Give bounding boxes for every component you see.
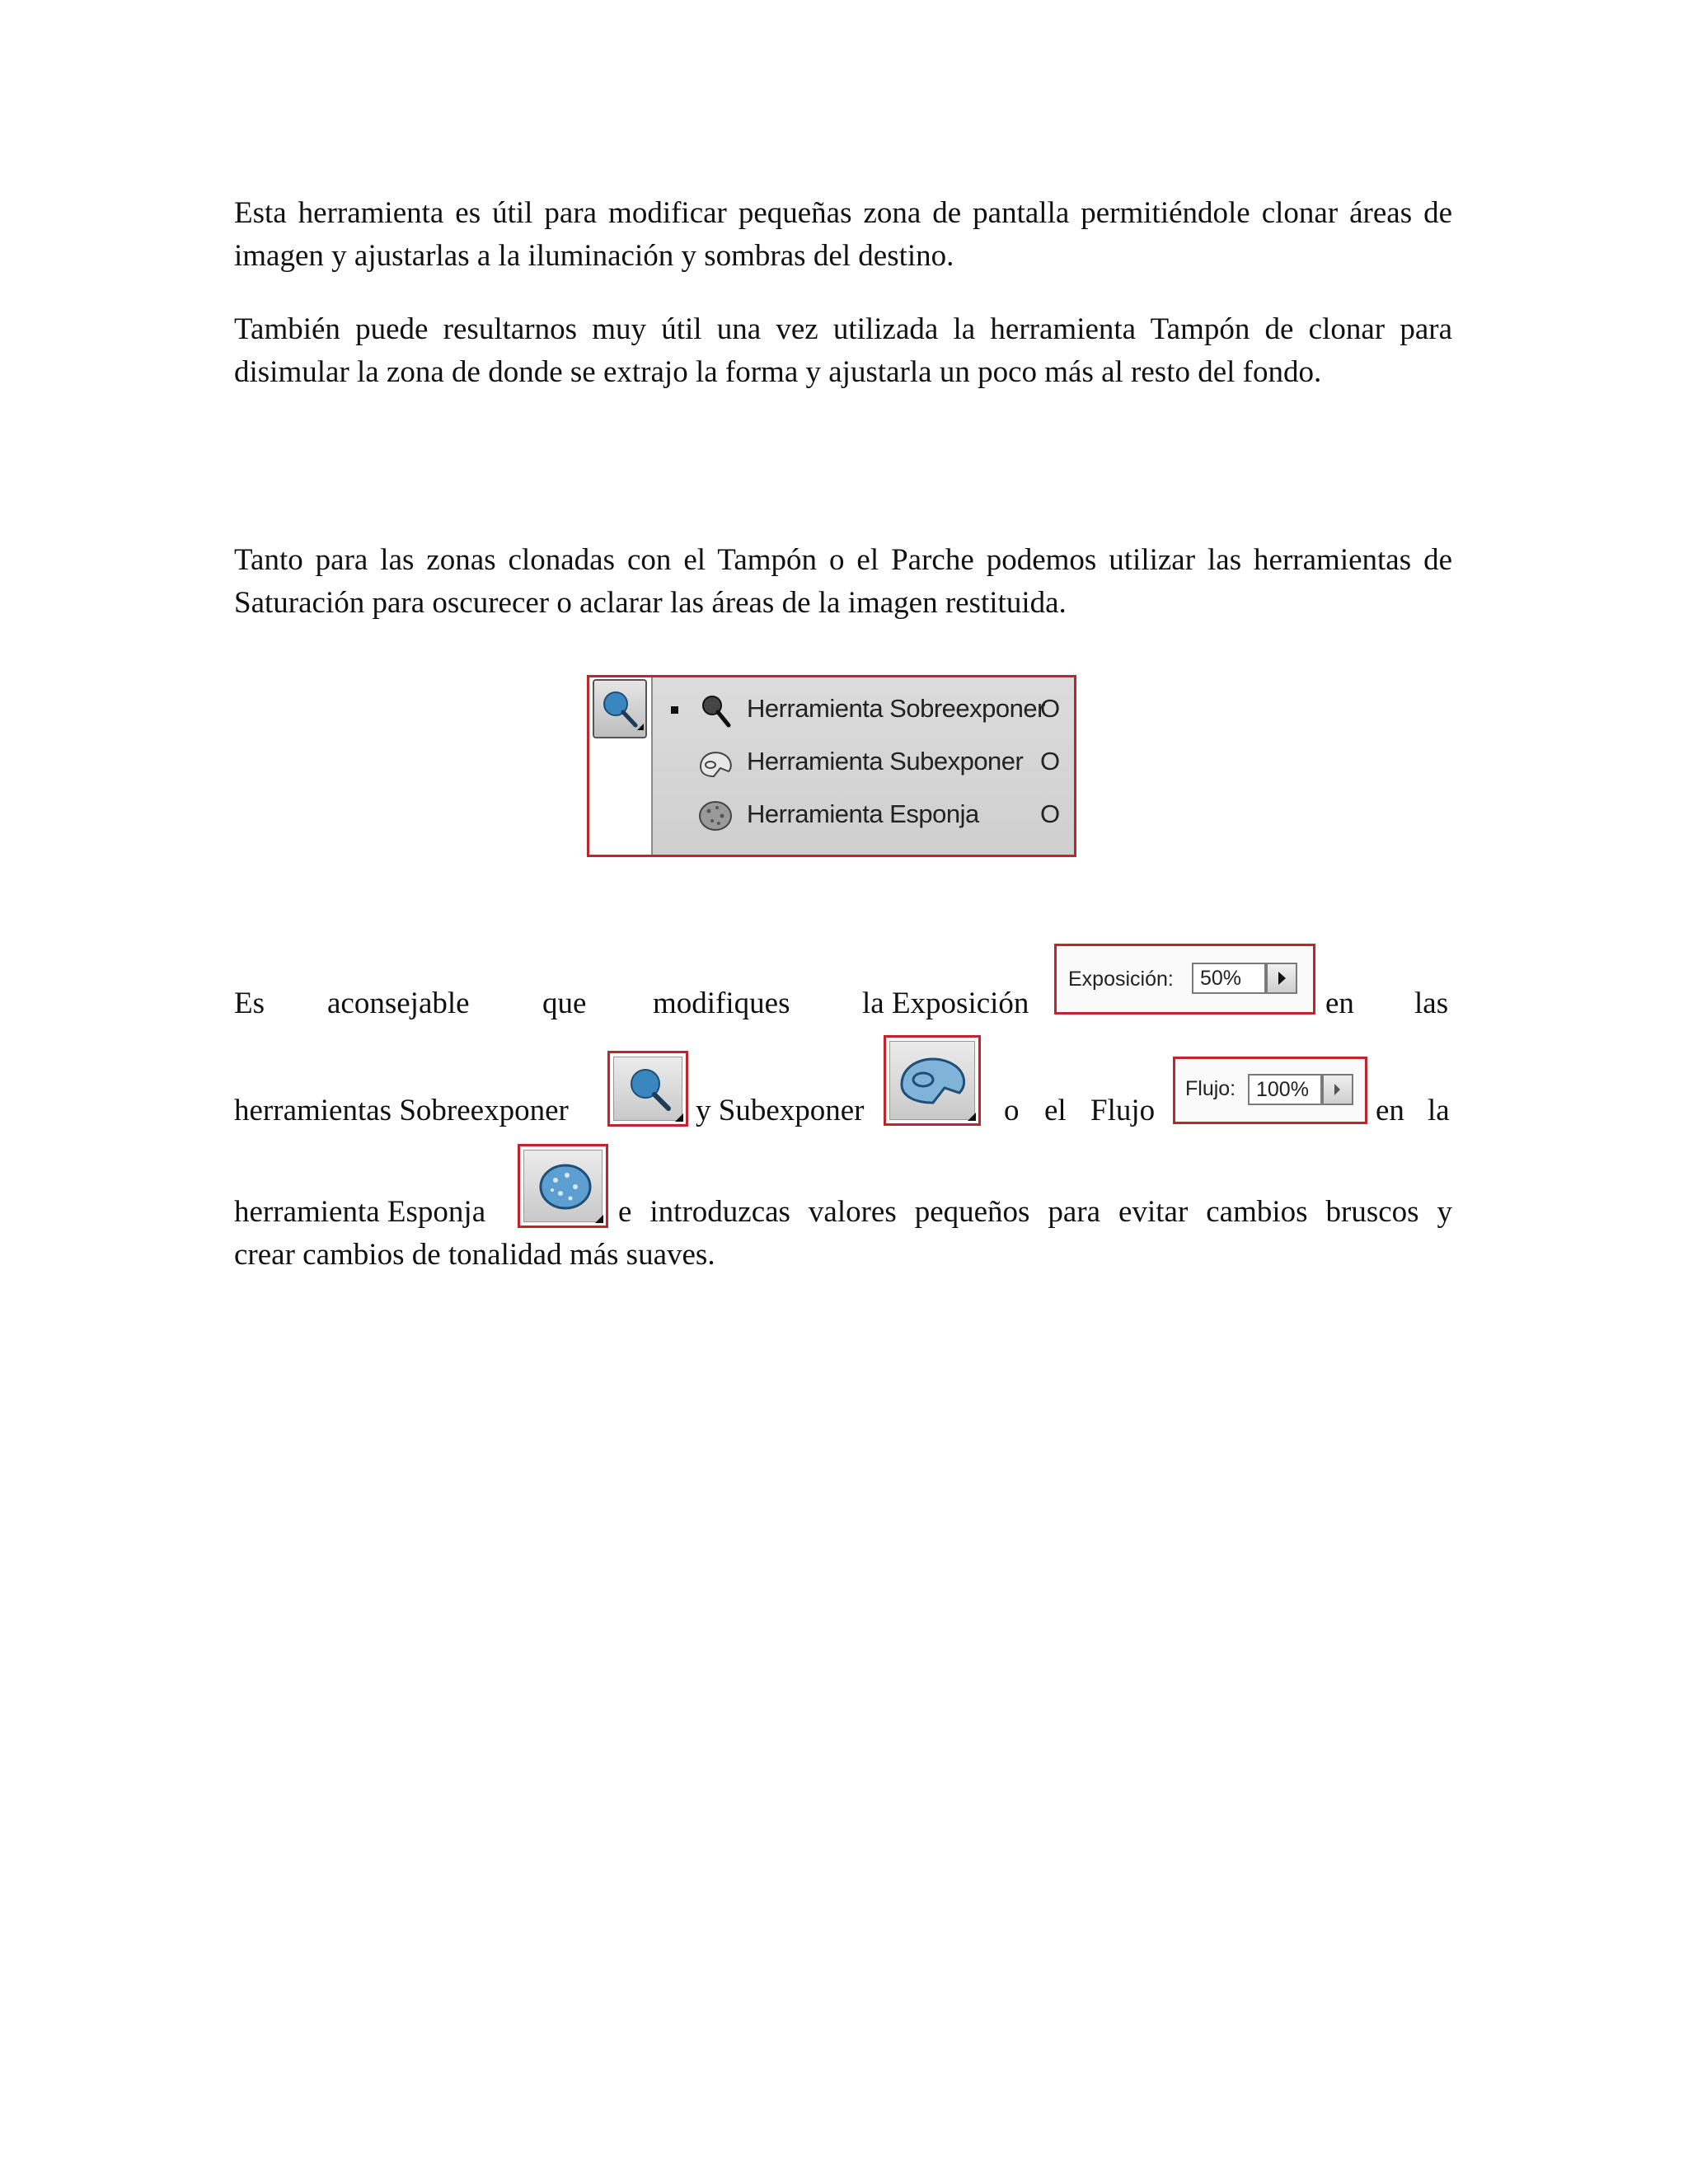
dodge-icon [696, 691, 737, 730]
word: el [1044, 1094, 1067, 1127]
word: o [1004, 1094, 1020, 1127]
sponge-tool-button-inline [518, 1144, 608, 1228]
exposure-input[interactable]: 50% [1192, 963, 1266, 994]
menu-item-shortcut: O [1040, 747, 1061, 776]
menu-item-shortcut: O [1040, 694, 1061, 723]
word: y Subexponer [696, 1094, 865, 1127]
dodge-button-face [613, 1057, 682, 1121]
word: la Exposición [862, 987, 1029, 1020]
advice-line-3 [234, 1194, 1452, 1237]
burn-button-face [889, 1041, 975, 1120]
sponge-button-face [523, 1150, 603, 1222]
menu-item-label: Herramienta Subexponer [747, 747, 1024, 776]
line-start: herramienta Esponja [234, 1195, 486, 1229]
word: en [1376, 1094, 1404, 1127]
submenu-corner-icon [968, 1113, 976, 1121]
word: que [542, 987, 587, 1020]
submenu-corner-icon [595, 1215, 603, 1223]
sponge-icon [696, 796, 737, 836]
word: Flujo [1090, 1094, 1156, 1127]
paragraph-3: Tanto para las zonas clonadas con el Tampón o el Parche podemos utilizar las herramientas de Saturación para oscurecer o aclarar las áreas de la imagen restituida. [234, 543, 1452, 620]
arrow-right-icon [1268, 964, 1296, 992]
word: Es [234, 987, 265, 1020]
menu-item-esponja[interactable] [653, 790, 1074, 839]
menu-item-sobreexponer[interactable] [653, 684, 1074, 733]
paragraph-1: Esta herramienta es útil para modificar pequeñas zona de pantalla permitiéndole clonar áreas de imagen y ajustarlas a la iluminación y sombras del destino. [234, 196, 1452, 273]
burn-icon [890, 1042, 979, 1124]
advice-line-4 [234, 1237, 1452, 1280]
menu-item-label: Herramienta Sobreexponer [747, 694, 1045, 723]
tool-flyout-menu [587, 675, 1076, 857]
burn-icon [696, 743, 737, 783]
word: aconsejable [327, 987, 470, 1020]
arrow-right-icon [1324, 1076, 1352, 1104]
dodge-icon [594, 681, 645, 737]
menu-item-shortcut: O [1040, 799, 1061, 828]
word: las [1414, 987, 1449, 1020]
selected-bullet [671, 706, 678, 714]
line-text: crear cambios de tonalidad más suaves. [234, 1238, 715, 1272]
flow-label: Flujo: [1185, 1077, 1236, 1100]
exposure-slider-button[interactable] [1266, 963, 1297, 994]
tool-list-panel [651, 677, 1074, 855]
menu-item-subexponer[interactable] [653, 737, 1074, 786]
word: herramientas Sobreexponer [234, 1094, 569, 1127]
burn-tool-button-inline [884, 1035, 981, 1126]
submenu-corner-icon [675, 1113, 683, 1122]
paragraph-2: También puede resultarnos muy útil una vez utilizada la herramienta Tampón de clonar para disimular la zona de donde se extrajo la forma y ajustarla un poco más al resto del fondo. [234, 312, 1452, 389]
sponge-icon [524, 1151, 607, 1226]
line-end: e introduzcas valores pequeños para evitar cambios bruscos y [618, 1195, 1452, 1229]
exposure-option-box [1054, 944, 1315, 1015]
word: la [1428, 1094, 1450, 1127]
toolbar-column [589, 677, 651, 855]
menu-item-label: Herramienta Esponja [747, 799, 979, 828]
flow-slider-button[interactable] [1322, 1074, 1353, 1105]
exposure-label: Exposición: [1068, 968, 1174, 991]
word: modifiques [653, 987, 790, 1020]
flow-input[interactable]: 100% [1248, 1074, 1322, 1105]
flow-option-box [1173, 1057, 1367, 1124]
dodge-tool-button-inline [607, 1051, 688, 1127]
word: en [1325, 987, 1354, 1020]
dodge-tool-button[interactable] [593, 679, 647, 738]
